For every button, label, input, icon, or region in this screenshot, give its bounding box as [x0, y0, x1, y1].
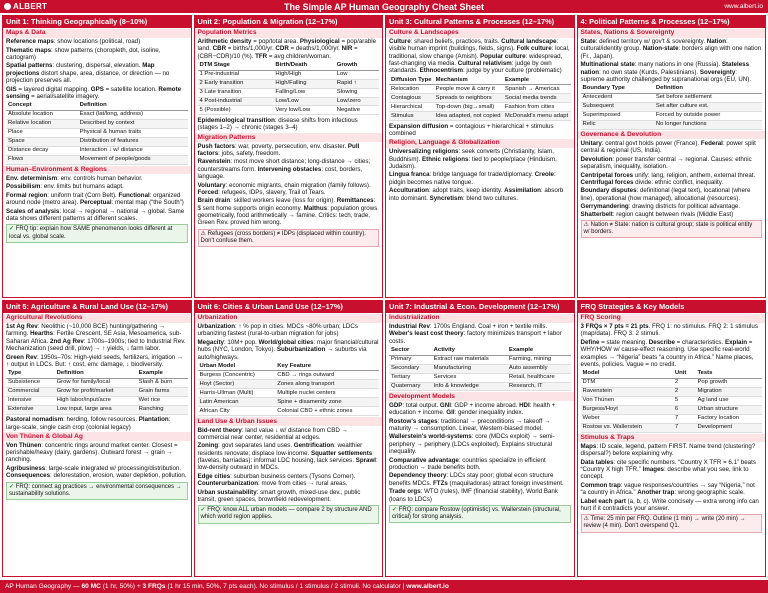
paragraph: Env. determinism: env. controls human behavior.	[6, 174, 143, 182]
header-url-link[interactable]: www.albert.io	[724, 3, 763, 10]
warning-box: ⚠ Refugees (cross borders) ≠ IDPs (displaced within country). Don't confuse them.	[198, 229, 380, 247]
table-row: Primary Extract raw materials Farming, mining	[389, 355, 571, 364]
unit-6-panel	[194, 300, 384, 577]
table-row: Latin American Spine + disamenity zone	[198, 398, 380, 407]
paragraph: Lingua franca: bridge language for trade/diplomacy. Creole: pidgin becomes native tongue.	[389, 171, 556, 186]
paragraph: Possibilism: env. limits but humans adapt.	[6, 183, 124, 191]
sector-table: Sector Activity Example Primary Extract raw materials Farming, mining Secondary Manufacturing Auto assembly Tertiary Services Retail, healthcare Quaternary Info & knowledge Research, IT	[389, 347, 571, 392]
unit-2-title: Unit 2: Population & Migration (12–17%)	[195, 16, 383, 28]
paragraph: GDP: total output. GNI: GDP + income abroad. HDI: health + education + income. GII: gender inequality index.	[389, 401, 556, 417]
table-row: African City Colonial CBD + ethnic zones	[198, 407, 380, 416]
section-heading: Land Use & Urban Issues	[195, 417, 383, 426]
table-row: Contagious Spreads to neighbors Social media trends	[389, 94, 571, 103]
table-row: Absolute location Exact (lat/long, address)	[6, 110, 188, 119]
table-row: Place Physical & human traits	[6, 128, 188, 137]
paragraph: Ravenstein: most move short distance; long-distance → cities; counterstreams form. Intervening obstacles: cost, borders, language.	[197, 158, 371, 181]
paragraph: Brain drain: skilled workers leave (loss for origin). Remittances: $ sent home supports origin economy. Malthus: population grows geometrically, food arithmetically → famine. Critics: tech, trade, Green Rev. proved him wrong.	[197, 197, 378, 227]
section-heading: Urbanization	[195, 314, 383, 323]
boundary-table: Boundary Type Definition Antecedent Set before settlement Subsequent Set after culture est. Superimposed Forced by outside power Relic No longer functions	[581, 85, 763, 130]
paragraph: Zoning: govt separates land uses. Gentrification: wealthier residents renovate; displace low-income. Squatter settlements (favelas, barriadas): informal LDC housing, lack services. Sprawl: low-density outward in MDCs.	[197, 442, 378, 472]
paragraph: Reference maps: show locations (political, road)	[6, 38, 141, 46]
paragraph: Scales of analysis: local → regional → national → global. Same data shows different patterns at different scales.	[6, 207, 185, 223]
unit-4-title: 4: Political Patterns & Processes (12–17%)	[578, 16, 766, 28]
section-heading: Culture & Landscapes	[386, 29, 574, 38]
paragraph: Formal region: uniform trait (Corn Belt). Functional: organized around node (metro area). Perceptual: mental map (“the South”)	[6, 191, 184, 207]
check-icon: ✓	[9, 483, 15, 490]
paragraph: Bid-rent theory: land value ↓ w/ distance from CBD → commercial near center, residential at edges.	[197, 426, 348, 441]
section-heading: Industrialization	[386, 314, 574, 323]
table-row: 4 Post-industrial Low/Low Low/zero	[198, 97, 380, 106]
paragraph: State: defined territory w/ gov't & sovereignty. Nation: cultural/identity group. Nation-state: borders align with one nation (Fr., Japan).	[580, 38, 762, 60]
warning-box: ⚠ Nation ≠ State: nation is cultural group; state is political entity w/ borders.	[581, 220, 763, 238]
warning-icon: ⚠	[200, 230, 206, 237]
unit-7-panel	[385, 300, 575, 577]
section-heading: Maps & Data	[3, 29, 191, 38]
table-row: Subsistence Grow for family/local Slash & burn	[6, 378, 188, 387]
table-row: Rostow vs. Wallerstein 7 Development	[581, 423, 763, 432]
time-tip-box: ⚠ Time: 25 min per FRQ. Outline (1 min) → write (20 min) → review (4 min). Don't overspend Q1.	[581, 514, 763, 532]
section-heading: States, Nations & Sovereignty	[578, 29, 766, 38]
table-row: Relic No longer functions	[581, 120, 763, 129]
paragraph: 3 FRQs × 7 pts = 21 pts. FRQ 1: no stimulus. FRQ 2: 1 stimulus (map/data). FRQ 3: 2 stimuli.	[580, 323, 758, 338]
paragraph: Megacity: 10M+ pop. World/global cities: major financial/cultural hubs (NYC, London, Tokyo). Suburbanization → suburbs via auto/highways.	[197, 338, 379, 361]
table-row: Superimposed Forced by outside power	[581, 111, 763, 120]
footer-bar: AP Human Geography — 60 MC (1 hr, 50%) + 3 FRQs (1 hr 15 min, 50%, 7 pts each). No stimulus / 1 stimulus / 2 stimuli. No calculator | www.albert.io	[0, 580, 768, 593]
paragraph: Green Rev: 1950s–70s: High-yield seeds, fertilizers, irrigation → ↑ output in LDCs. But: ↑ cost, env. damage, ↓ biodiversity.	[6, 353, 184, 368]
paragraph: Von Thünen: concentric rings around market center. Closest = perishable/heavy (dairy, gardens). Outward forest → grain → ranching.	[6, 441, 178, 464]
table-row: Extensive Low input, large area Ranching	[6, 405, 188, 414]
section-heading: FRQ Scoring	[578, 314, 766, 323]
paragraph: Data tables: cite specific numbers. “Country X TFR = 6.1” beats “Country X high TFR.” Images: describe what you see, link to concept.	[580, 458, 756, 481]
unit-1-title: Unit 1: Thinking Geographically (8–10%)	[3, 16, 191, 28]
page-title: The Simple AP Human Geography Cheat Sheet	[283, 1, 485, 12]
paragraph: Multinational state: many nations in one (Russia). Stateless nation: no own state (Kurds, Palestinians). Sovereignty: supreme authority challenged by supranational orgs (EU, UN).	[580, 61, 752, 83]
tip-box: ✓ FRQ: know ALL urban models — compare 2 by structure AND which world region applies.	[198, 505, 380, 523]
frq-panel	[577, 300, 767, 577]
paragraph: Maps: ID scale, legend, pattern FIRST. Name trend (clustering? dispersal?) before explaining why.	[580, 442, 756, 458]
paragraph: Rostow's stages: traditional → preconditions → takeoff → maturity → consumption. Linear, Western-biased model.	[389, 417, 551, 432]
unit-4-panel	[577, 15, 767, 298]
check-icon: ✓	[9, 226, 15, 233]
paragraph: Expansion diffusion = contagious + hierarchical + stimulus combined	[389, 122, 554, 137]
section-heading: Von Thünen & Global Ag	[3, 432, 191, 441]
footer-url-link[interactable]: www.albert.io	[406, 583, 449, 590]
warning-icon: ⚠	[583, 221, 589, 228]
paragraph: Push factors: war, poverty, persecution, env. disaster. Pull factors: jobs, safety, freedom.	[197, 142, 360, 157]
table-row: Relative location Described by context	[6, 119, 188, 128]
table-row: Ravenstein 2 Migration	[581, 387, 763, 396]
paragraph: Comparative advantage: countries specialize in efficient production → trade benefits both.	[389, 456, 546, 471]
paragraph: Pastoral nomadism: herding, follow resources. Plantation: large-scale, single cash crop (colonial legacy)	[6, 416, 171, 431]
section-heading: Stimulus & Traps	[578, 434, 766, 443]
table-row: 3 Late transition Falling/Low Slowing	[198, 88, 380, 97]
table-row: Relocation People move & carry it Spanish → Americas	[389, 85, 571, 94]
table-row: Hoyt (Sector) Zones along transport	[198, 380, 380, 389]
table-row: Weber 7 Factory location	[581, 414, 763, 423]
dtm-table: DTM Stage Birth/Death Growth 1 Pre-industrial High/High Low 2 Early transition High/Falling Rapid ↑ 3 Late transition Falling/Low Slowing 4 Post-industrial Low/Low Low/zero 5 (Possible) Very low/Low Negative	[198, 62, 380, 116]
paragraph: Acculturation: adopt traits, keep identity. Assimilation: absorb into dominant. Syncretism: blend two cultures.	[389, 187, 564, 202]
table-row: Flows Movement of people/goods	[6, 155, 188, 164]
check-icon: ✓	[392, 506, 398, 513]
paragraph: Edge cities: suburban business centers (Tysons Corner). Counterurbanization: move from cities → rural areas.	[197, 472, 356, 488]
paragraph: Centripetal forces unify: lang, religion, anthem, external threat. Centrifugal forces divide: ethnic conflict, inequality.	[580, 171, 756, 186]
table-row: Burgess (Concentric) CBD → rings outward	[198, 371, 380, 380]
unit-3-panel	[385, 15, 575, 298]
table-row: Von Thünen 5 Ag land use	[581, 396, 763, 405]
albert-logo[interactable]: ALBERT	[4, 2, 47, 11]
paragraph: 1st Ag Rev: Neolithic (~10,000 BCE) hunting/gathering → farming. Hearths: Fertile Crescent, SE Asia, Mesoamerica, sub-Saharan Africa. 2nd Ag Rev: 1700s–1900s; tied to Industrial Rev. Mechanization (seed drill, plow) → ↑ yields, ↓ farm labor.	[6, 323, 186, 353]
unit-3-title: Unit 3: Cultural Patterns & Processes (12–17%)	[386, 16, 574, 28]
unit-5-panel	[2, 300, 192, 577]
table-row: Tertiary Services Retail, healthcare	[389, 373, 571, 382]
paragraph: Universalizing religions: seek converts (Christianity, Islam, Buddhism). Ethnic religions: tied to people/place (Hinduism, Judaism).	[389, 148, 557, 170]
paragraph: Arithmetic density = pop/total area. Physiological = pop/arable land. CBR = births/1,000/yr. CDR = deaths/1,000/yr. NIR = (CBR−CDR)/10 (%). TFR = avg children/woman.	[197, 38, 377, 60]
table-row: Quaternary Info & knowledge Research, IT	[389, 382, 571, 391]
paragraph: Gerrymandering: drawing districts for political advantage. Shatterbelt: region caught between rivals (Middle East)	[580, 203, 741, 218]
table-row: Distance decay Interaction ↓ w/ distance	[6, 146, 188, 155]
section-heading: Migration Patterns	[195, 133, 383, 142]
section-heading: Religion, Language & Globalization	[386, 139, 574, 148]
warning-icon: ⚠	[583, 516, 589, 523]
tip-box: ✓ FRQ tip: explain how SAME phenomenon looks different at local vs. global scale.	[6, 224, 188, 242]
paragraph: Epidemiological transition: disease shifts from infectious (stages 1–2) → chronic (stages 3–4)	[197, 117, 358, 132]
unit-7-title: Unit 7: Industrial & Econ. Development (12–17%)	[386, 301, 574, 313]
paragraph: Voluntary: economic migrants, chain migration (family follows). Forced: refugees, IDPs, slavery, Trail of Tears.	[197, 181, 371, 196]
table-row: Stimulus Idea adapted, not copied McDonald's menu adapt	[389, 112, 571, 121]
paragraph: Urbanization: ↑ % pop in cities. MDCs ~80% urban; LDCs urbanizing fastest (rural-to-urban migration for jobs)	[197, 323, 358, 338]
table-row: Antecedent Set before settlement	[581, 93, 763, 102]
table-row: 5 (Possible) Very low/Low Negative	[198, 106, 380, 115]
table-row: Secondary Manufacturing Auto assembly	[389, 364, 571, 373]
table-row: Subsequent Set after culture est.	[581, 102, 763, 111]
check-icon: ✓	[200, 507, 206, 514]
paragraph: Trade orgs: WTO (rules), IMF (financial stability), World Bank (loans to LDCs)	[389, 488, 558, 503]
section-heading: Development Models	[386, 392, 574, 401]
section-heading: Agricultural Revolutions	[3, 314, 191, 323]
diffusion-table: Diffusion Type Mechanism Example Relocation People move & carry it Spanish → Americas Contagious Spreads to neighbors Social media trends Hierarchical Top-down (big→small) Fashion from cities Stimulus Idea adapted, not copied McDonald's menu adapt	[389, 76, 571, 121]
table-row: Hierarchical Top-down (big→small) Fashion from cities	[389, 103, 571, 112]
table-row: Commercial Grow for profit/market Grain farms	[6, 387, 188, 396]
table-row: Space Distribution of features	[6, 137, 188, 146]
section-heading: Population Metrics	[195, 29, 383, 38]
table-row: Burgess/Hoyt 6 Urban structure	[581, 405, 763, 414]
paragraph: GIS = layered digital mapping. GPS = satellite location. Remote sensing = aerial/satellite imagery.	[6, 85, 182, 100]
unit-6-title: Unit 6: Cities & Urban Land Use (12–17%)	[195, 301, 383, 313]
paragraph: Agribusiness: large-scale integrated w/ processing/distribution. Consequences: deforestation, erosion, water depletion, pollution.	[6, 464, 187, 480]
paragraph: Define = state meaning. Describe = characteristics. Explain = WHY/HOW w/ cause-effect reasoning. Use specific real-world examples → “Nigeria” beats “a country in Africa.” Name places, events, policies. Vague = no credit.	[580, 338, 754, 368]
table-row: 1 Pre-industrial High/High Low	[198, 70, 380, 79]
section-heading: Governance & Devolution	[578, 131, 766, 140]
paragraph: Unitary: central govt holds power (France). Federal: power split central & regional (US, India).	[580, 139, 756, 155]
frq-title: FRQ Strategies & Key Models	[578, 301, 766, 313]
agriculture-table: Type Definition Example Subsistence Grow for family/local Slash & burn Commercial Grow for profit/market Grain farms Intensive High labor/input/acre Wet rice Extensive Low input, large area Ranching	[6, 370, 188, 415]
unit-2-panel	[194, 15, 384, 298]
paragraph: Wallerstein's world-systems: core (MDCs exploit) → semi-periphery → periphery (LDCs exploited). Explains structural inequality.	[389, 433, 555, 456]
unit-1-panel	[2, 15, 192, 298]
paragraph: Label each part (a, b, c). Write concisely — extra wrong info can hurt if it contradicts your answer.	[580, 497, 759, 512]
paragraph: Urban sustainability: smart growth, mixed-use dev., public transit, green spaces, brownfield redevelopment.	[197, 488, 361, 503]
paragraph: Common trap: vague responses/countries → say “Nigeria,” not “a country in Africa.” Another trap: wrong geographic scale.	[580, 481, 755, 497]
paragraph: Boundary disputes: definitional (legal text), locational (where line), operational (how managed), allocational (resources).	[580, 187, 751, 202]
concept-table: Concept Definition Absolute location Exact (lat/long, address) Relative location Described by context Place Physical & human traits Space Distribution of features Distance decay Interaction ↓ w/ distance Flows Movement of people/goods	[6, 102, 188, 165]
paragraph: Thematic maps: show patterns (choropleth, dot, isoline, cartogram)	[6, 46, 161, 61]
table-row: DTM 2 Pop growth	[581, 378, 763, 387]
table-row: 2 Early transition High/Falling Rapid ↑	[198, 79, 380, 88]
cheat-sheet-grid	[2, 15, 766, 577]
paragraph: Industrial Rev: 1700s England. Coal + iron + textile mills. Weber's least cost theory: factory minimizes transport + labor costs.	[389, 323, 562, 345]
table-row: Intensive High labor/input/acre Wet rice	[6, 396, 188, 405]
paragraph: Culture: shared beliefs, practices, traits. Cultural landscape: visible human imprint (buildings, fields, signs). Folk culture: local, traditional, slow change (Amish). Popular culture: widespread, fast-changing via media. Cultural relativism: judge by own standards. Ethnocentrism: judge by your culture (problematic)	[389, 38, 570, 75]
paragraph: Spatial patterns: clustering, dispersal, elevation. Map projections distort shape, area, distance, or direction — no projection preserves all.	[6, 62, 170, 85]
table-row: Harris-Ullman (Multi) Multiple nuclei centers	[198, 389, 380, 398]
paragraph: Devolution: power transfer central → regional. Causes: ethnic separatism, inequality, isolation.	[580, 155, 752, 171]
header-bar	[0, 0, 768, 13]
paragraph: Dependency theory: LDCs stay poor; global econ structure benefits MDCs. FTZs (maquiladoras) attract foreign investment.	[389, 472, 564, 487]
tip-box: ✓ FRQ: compare Rostow (optimistic) vs. Wallerstein (structural, critical) for strong analysis.	[389, 505, 571, 523]
unit-5-title: Unit 5: Agriculture & Rural Land Use (12–17%)	[3, 301, 191, 313]
section-heading: Human–Environment & Regions	[3, 166, 191, 175]
urban-model-table: Urban Model Key Feature Burgess (Concentric) CBD → rings outward Hoyt (Sector) Zones along transport Harris-Ullman (Multi) Multiple nuclei centers Latin American Spine + disamenity zone African City Colonial CBD + ethnic zones	[198, 362, 380, 416]
tip-box: ✓ FRQ: connect ag practices → environmental consequences → sustainability solutions.	[6, 482, 188, 500]
key-model-table: Model Unit Tests DTM 2 Pop growth Ravenstein 2 Migration Von Thünen 5 Ag land use Burgess/Hoyt 6 Urban structure Weber 7 Factory location Rostow vs. Wallerstein 7 Development	[581, 370, 763, 433]
